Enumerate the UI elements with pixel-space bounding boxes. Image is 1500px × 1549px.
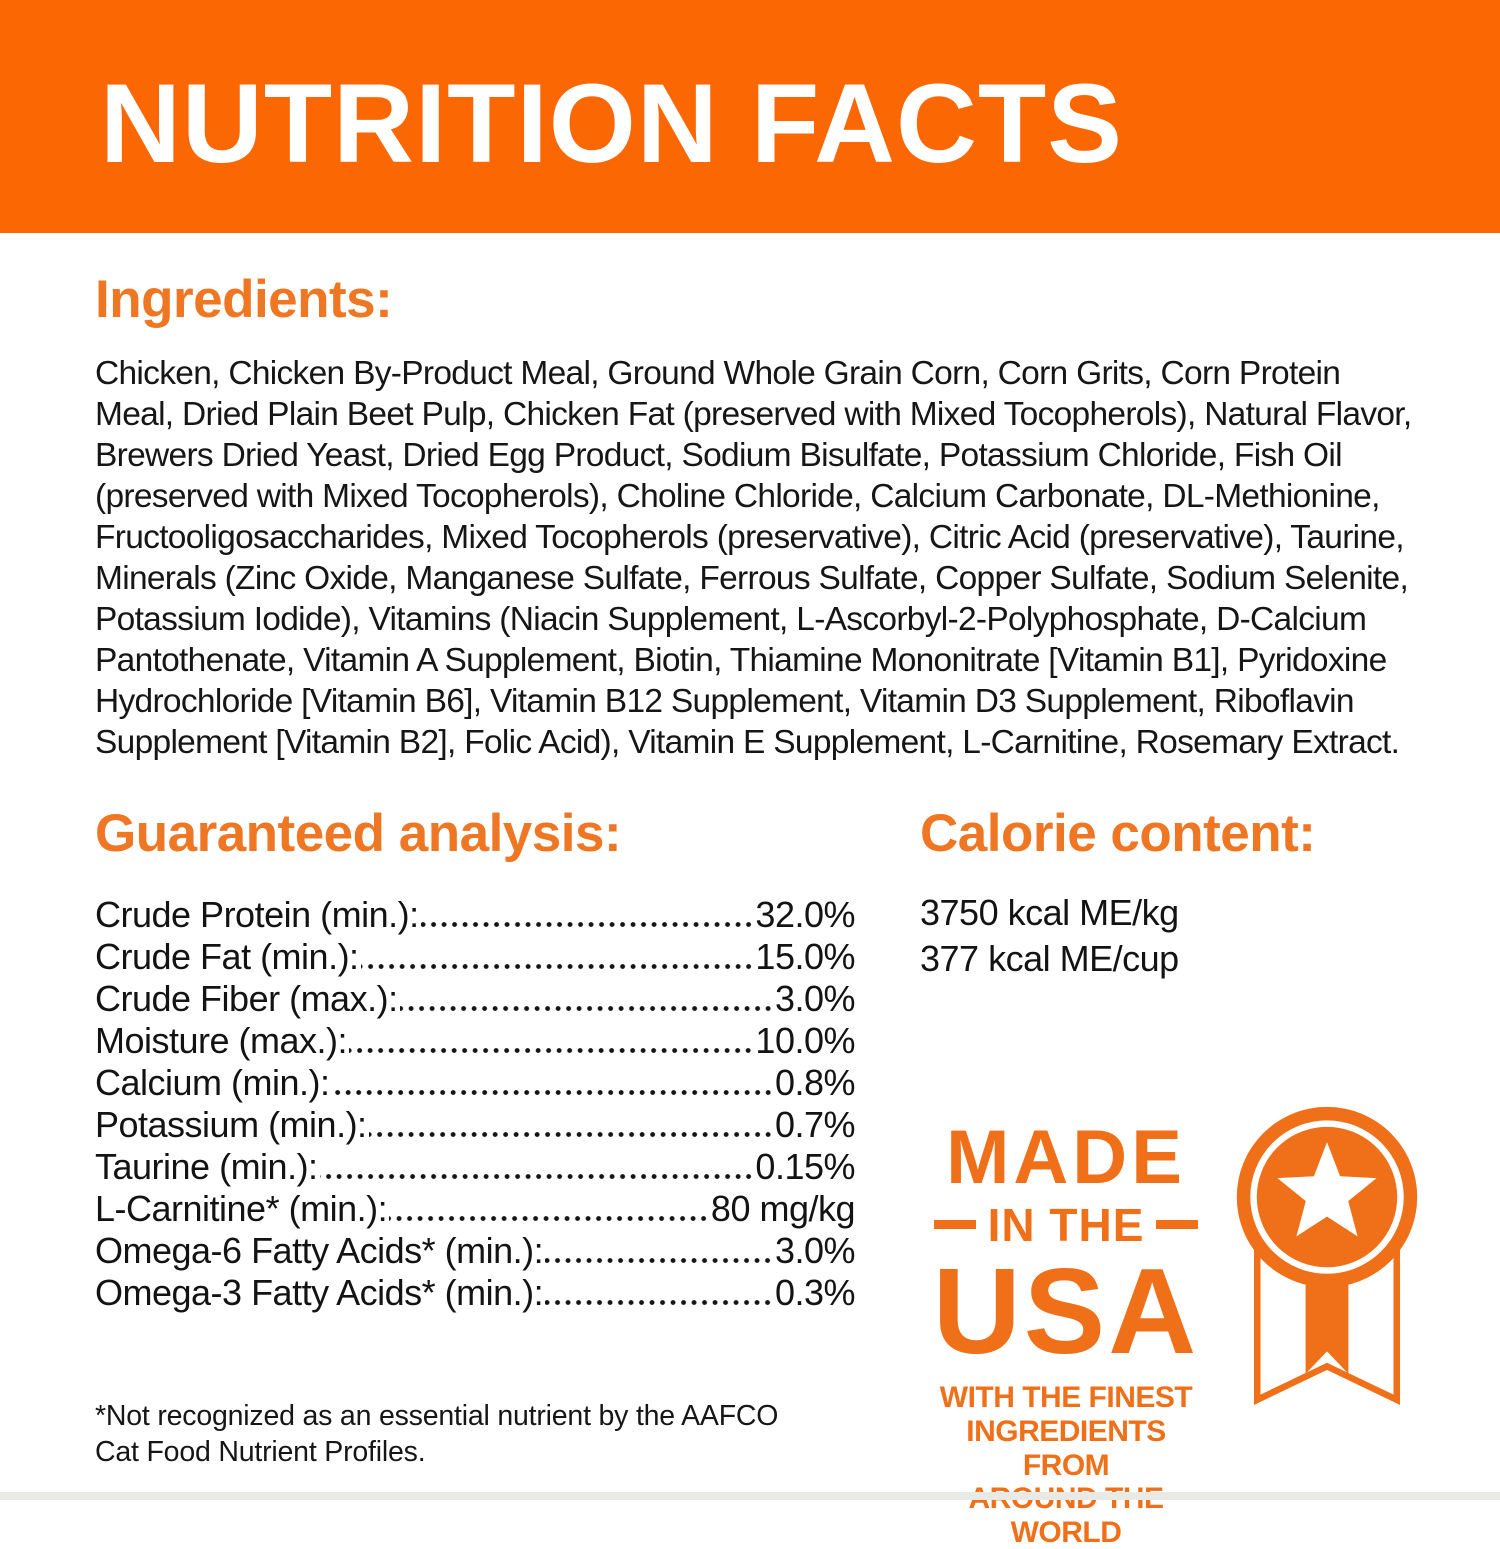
row-value: 3.0%: [774, 977, 855, 1019]
badge-in-the-text: IN THE: [987, 1198, 1145, 1251]
footnote: *Not recognized as an essential nutrient by the AAFCO Cat Food Nutrient Profiles.: [95, 1399, 779, 1468]
row-label: Crude Fat (min.):: [95, 935, 359, 977]
badge-subtext-line: WITH THE FINEST: [939, 1381, 1193, 1415]
table-row: [95, 1188, 855, 1230]
table-row: [95, 936, 855, 978]
row-label: Moisture (max.):: [95, 1019, 348, 1061]
row-value: 0.7%: [774, 1103, 855, 1145]
table-row: [95, 894, 855, 936]
row-value: 0.15%: [755, 1145, 855, 1187]
analysis-table: [95, 894, 855, 1314]
row-label: Crude Fiber (max.):: [95, 977, 398, 1019]
badge-subtext-line: INGREDIENTS FROM: [966, 1414, 1166, 1482]
row-value: 32.0%: [755, 893, 855, 935]
ingredients-heading: Ingredients:: [95, 270, 393, 329]
table-row: [95, 978, 855, 1020]
leader-dots: [421, 922, 754, 927]
leader-dots: [361, 964, 754, 969]
row-value: 0.3%: [774, 1271, 855, 1313]
row-value: 15.0%: [755, 935, 855, 977]
row-label: Taurine (min.):: [95, 1145, 318, 1187]
table-row: [95, 1230, 855, 1272]
calories-heading: Calorie content:: [920, 804, 1316, 864]
leader-dots: [400, 1006, 773, 1011]
header-band: [0, 0, 1500, 233]
badge-subtext-line: WORLD: [1010, 1515, 1122, 1549]
badge-text-block: [920, 1114, 1212, 1549]
dash-icon: [1156, 1220, 1198, 1229]
row-label: Omega-3 Fatty Acids* (min.):: [95, 1271, 544, 1313]
table-row: [95, 1020, 855, 1062]
calorie-line-cup: 377 kcal ME/cup: [920, 937, 1179, 979]
page-title: NUTRITION FACTS: [100, 60, 1123, 186]
row-label: Crude Protein (min.):: [95, 893, 419, 935]
row-value: 80 mg/kg: [710, 1187, 855, 1229]
lower-columns: [95, 805, 1500, 1549]
calorie-column: [920, 805, 1445, 1549]
guaranteed-analysis-column: [95, 805, 855, 1469]
badge-usa-text: USA: [932, 1242, 1200, 1379]
row-value: 0.8%: [774, 1061, 855, 1103]
row-value: 3.0%: [774, 1229, 855, 1271]
ingredients-section: [95, 271, 1425, 763]
leader-dots: [389, 1216, 709, 1221]
table-row: [95, 1272, 855, 1314]
leader-dots: [332, 1090, 773, 1095]
row-label: L-Carnitine* (min.):: [95, 1187, 388, 1229]
row-label: Omega-6 Fatty Acids* (min.):: [95, 1229, 544, 1271]
medal-ribbon-icon: [1234, 1104, 1420, 1411]
table-row: [95, 1062, 855, 1104]
leader-dots: [320, 1174, 754, 1179]
calorie-line-kg: 3750 kcal ME/kg: [920, 891, 1179, 933]
badge-subtext: [920, 1381, 1212, 1549]
ingredients-text: Chicken, Chicken By-Product Meal, Ground Whole Grain Corn, Corn Grits, Corn Protein Meal, Dried Plain Beet Pulp, Chicken Fat (preserved with Mixed Tocopherols), Natural Flavor, Brewers Dried Yeast, Dried Egg Product, Sodium Bisulfate, Potassium Chloride, Fish Oil (preserved with Mixed Tocopherols), Choline Chloride, Calcium Carbonate, DL-Methionine, Fructooligosaccharides, Mixed Tocopherols (preservative), Citric Acid (preservative), Taurine, Minerals (Zinc Oxide, Manganese Sulfate, Ferrous Sulfate, Copper Sulfate, Sodium Selenite, Potassium Iodide), Vitamins (Niacin Supplement, L-Ascorbyl-2-Polyphosphate, D-Calcium Pantothenate, Vitamin A Supplement, Biotin, Thiamine Mononitrate [Vitamin B1], Pyridoxine Hydrochloride [Vitamin B6], Vitamin B12 Supplement, Vitamin D3 Supplement, Riboflavin Supplement [Vitamin B2], Folic Acid), Vitamin E Supplement, L-Carnitine, Rosemary Extract.: [95, 355, 1412, 762]
calorie-lines: [920, 890, 1445, 982]
leader-dots: [369, 1132, 773, 1137]
leader-dots: [349, 1048, 753, 1053]
row-value: 10.0%: [755, 1019, 855, 1061]
badge-in-the-row: [920, 1198, 1212, 1251]
badge-made-text: MADE: [946, 1114, 1186, 1200]
leader-dots: [545, 1300, 773, 1305]
table-row: [95, 1104, 855, 1146]
row-label: Calcium (min.):: [95, 1061, 330, 1103]
dash-icon: [934, 1220, 976, 1229]
made-in-usa-badge: [920, 1104, 1445, 1549]
table-row: [95, 1146, 855, 1188]
leader-dots: [545, 1258, 773, 1263]
bottom-edge-strip: [0, 1492, 1500, 1500]
row-label: Potassium (min.):: [95, 1103, 367, 1145]
analysis-heading: Guaranteed analysis:: [95, 804, 622, 864]
